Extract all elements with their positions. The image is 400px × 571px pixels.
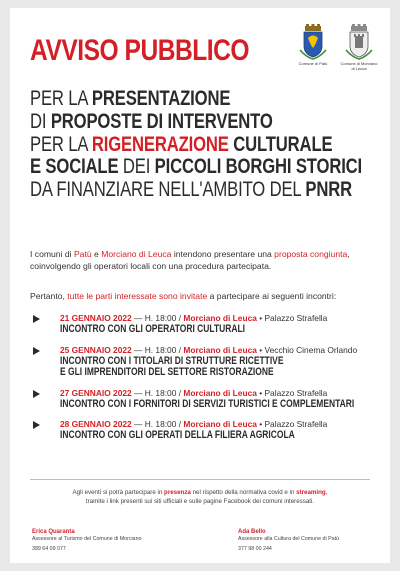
headline-bold: PRESENTAZIONE [91,86,231,110]
headline-line-3 [30,133,387,156]
event-item [30,388,385,411]
headline-text: DI [30,108,51,133]
event-time: — H. 18:00 / [131,313,184,323]
headline-bold: E SOCIALE [30,154,119,179]
event-date: 28 GENNAIO 2022 [60,419,132,430]
event-venue: • Palazzo Strafella [256,419,328,430]
event-town: Morciano di Leuca [183,313,257,323]
signature-left [32,529,142,553]
lead-highlight: tutte le parti interessate sono invitate [67,291,208,301]
arrow-right-icon [33,315,40,323]
event-item [30,313,385,336]
note-text: , [325,489,328,496]
headline-line-5 [30,178,387,201]
note-text: nel rispetto della normativa covid e in [190,489,297,496]
intro-text: I comuni di [30,249,74,259]
intro-town-morciano: Morciano di Leuca [101,249,172,259]
note-line-2: tramite i link presenti sui siti ufficiali e sulle pagine Facebook dei comuni interessati. [85,498,315,505]
lead-text: Pertanto, [30,291,68,301]
intro-town-patu: Patù [73,249,92,259]
patu-crest-icon [298,24,328,60]
headline-line-2 [30,110,387,133]
headline-line-1 [30,87,387,110]
crest-patu [294,24,332,71]
event-town: Morciano di Leuca [183,387,257,398]
intro-text: , coinvolgendo gli operatori locali con una procedura partecipata. [30,249,350,271]
headline-bold: PNRR [305,177,352,202]
note-line-1 [40,488,360,497]
event-item [30,345,385,379]
intro-paragraph [30,248,375,272]
event-venue: • Palazzo Strafella [256,313,328,323]
headline-text: DA FINANZIARE NELL'AMBITO DEL [30,177,306,202]
event-item [30,419,385,442]
municipal-crests [294,24,378,71]
intro-text: intendono presentare una [171,249,275,259]
lead-paragraph [30,290,375,302]
crest-caption-patu: Comune di Patù [298,61,328,66]
lead-text: a partecipare ai seguenti incontri: [207,291,337,301]
event-title: E GLI IMPRENDITORI DEL SETTORE RISTORAZIONE [60,366,274,379]
headline-bold: PICCOLI BORGHI STORICI [154,154,363,179]
event-title: INCONTRO CON I TITOLARI DI STRUTTURE RICETTIVE [60,354,284,367]
divider [30,479,370,480]
note-highlight: presenza [164,489,191,496]
signature-right [238,529,339,553]
signature-role: Assessore alla Cultura del Comune di Patù [238,536,339,542]
arrow-right-icon [33,421,40,429]
event-title: INCONTRO CON GLI OPERATORI CULTURALI [60,323,246,335]
morciano-crest-icon [344,24,374,60]
intro-highlight: proposta congiunta [274,249,348,259]
event-date: 25 GENNAIO 2022 [60,344,132,355]
note-highlight: streaming [296,489,326,496]
arrow-right-icon [33,347,40,355]
intro-text: e [91,249,102,259]
event-title: INCONTRO CON I FORNITORI DI SERVIZI TURISTICI E COMPLEMENTARI [60,397,355,410]
event-date: 27 GENNAIO 2022 [60,387,132,398]
event-venue: • Vecchio Cinema Orlando [256,344,358,355]
headline-bold: CULTURALE [228,131,333,156]
crest-morciano [340,24,378,71]
event-time: — H. 18:00 / [131,419,184,430]
event-title: INCONTRO CON GLI OPERATI DELLA FILIERA AGRICOLA [60,429,295,442]
notice-page [10,8,390,563]
event-time: — H. 18:00 / [131,387,184,398]
signature-role: Assessore al Turismo del Comune di Morciano [32,536,142,542]
arrow-right-icon [33,390,40,398]
headline [30,87,387,201]
event-town: Morciano di Leuca [183,344,257,355]
event-venue: • Palazzo Strafella [256,387,328,398]
signature-phone: 377 98 00 244 [238,546,272,552]
signature-phone: 389 64 09 077 [32,546,66,552]
event-date: 21 GENNAIO 2022 [60,313,132,323]
signature-name: Ada Bello [238,529,266,535]
events-list [30,313,385,442]
event-time: — H. 18:00 / [131,344,184,355]
crest-caption-morciano: Comune di Morciano di Leuca [340,61,378,71]
signature-name: Erica Quaranta [32,529,75,535]
headline-line-4 [30,155,387,178]
participation-note [40,488,360,506]
note-text: Agli eventi si potrà partecipare in [72,489,165,496]
headline-bold: PROPOSTE DI INTERVENTO [50,108,273,133]
headline-highlight: RIGENERAZIONE [91,131,229,156]
event-town: Morciano di Leuca [183,419,257,430]
headline-text: PER LA [30,86,92,110]
headline-text: PER LA [30,131,92,156]
notice-title: AVVISO PUBBLICO [30,34,250,67]
headline-text: DEI [118,154,155,179]
